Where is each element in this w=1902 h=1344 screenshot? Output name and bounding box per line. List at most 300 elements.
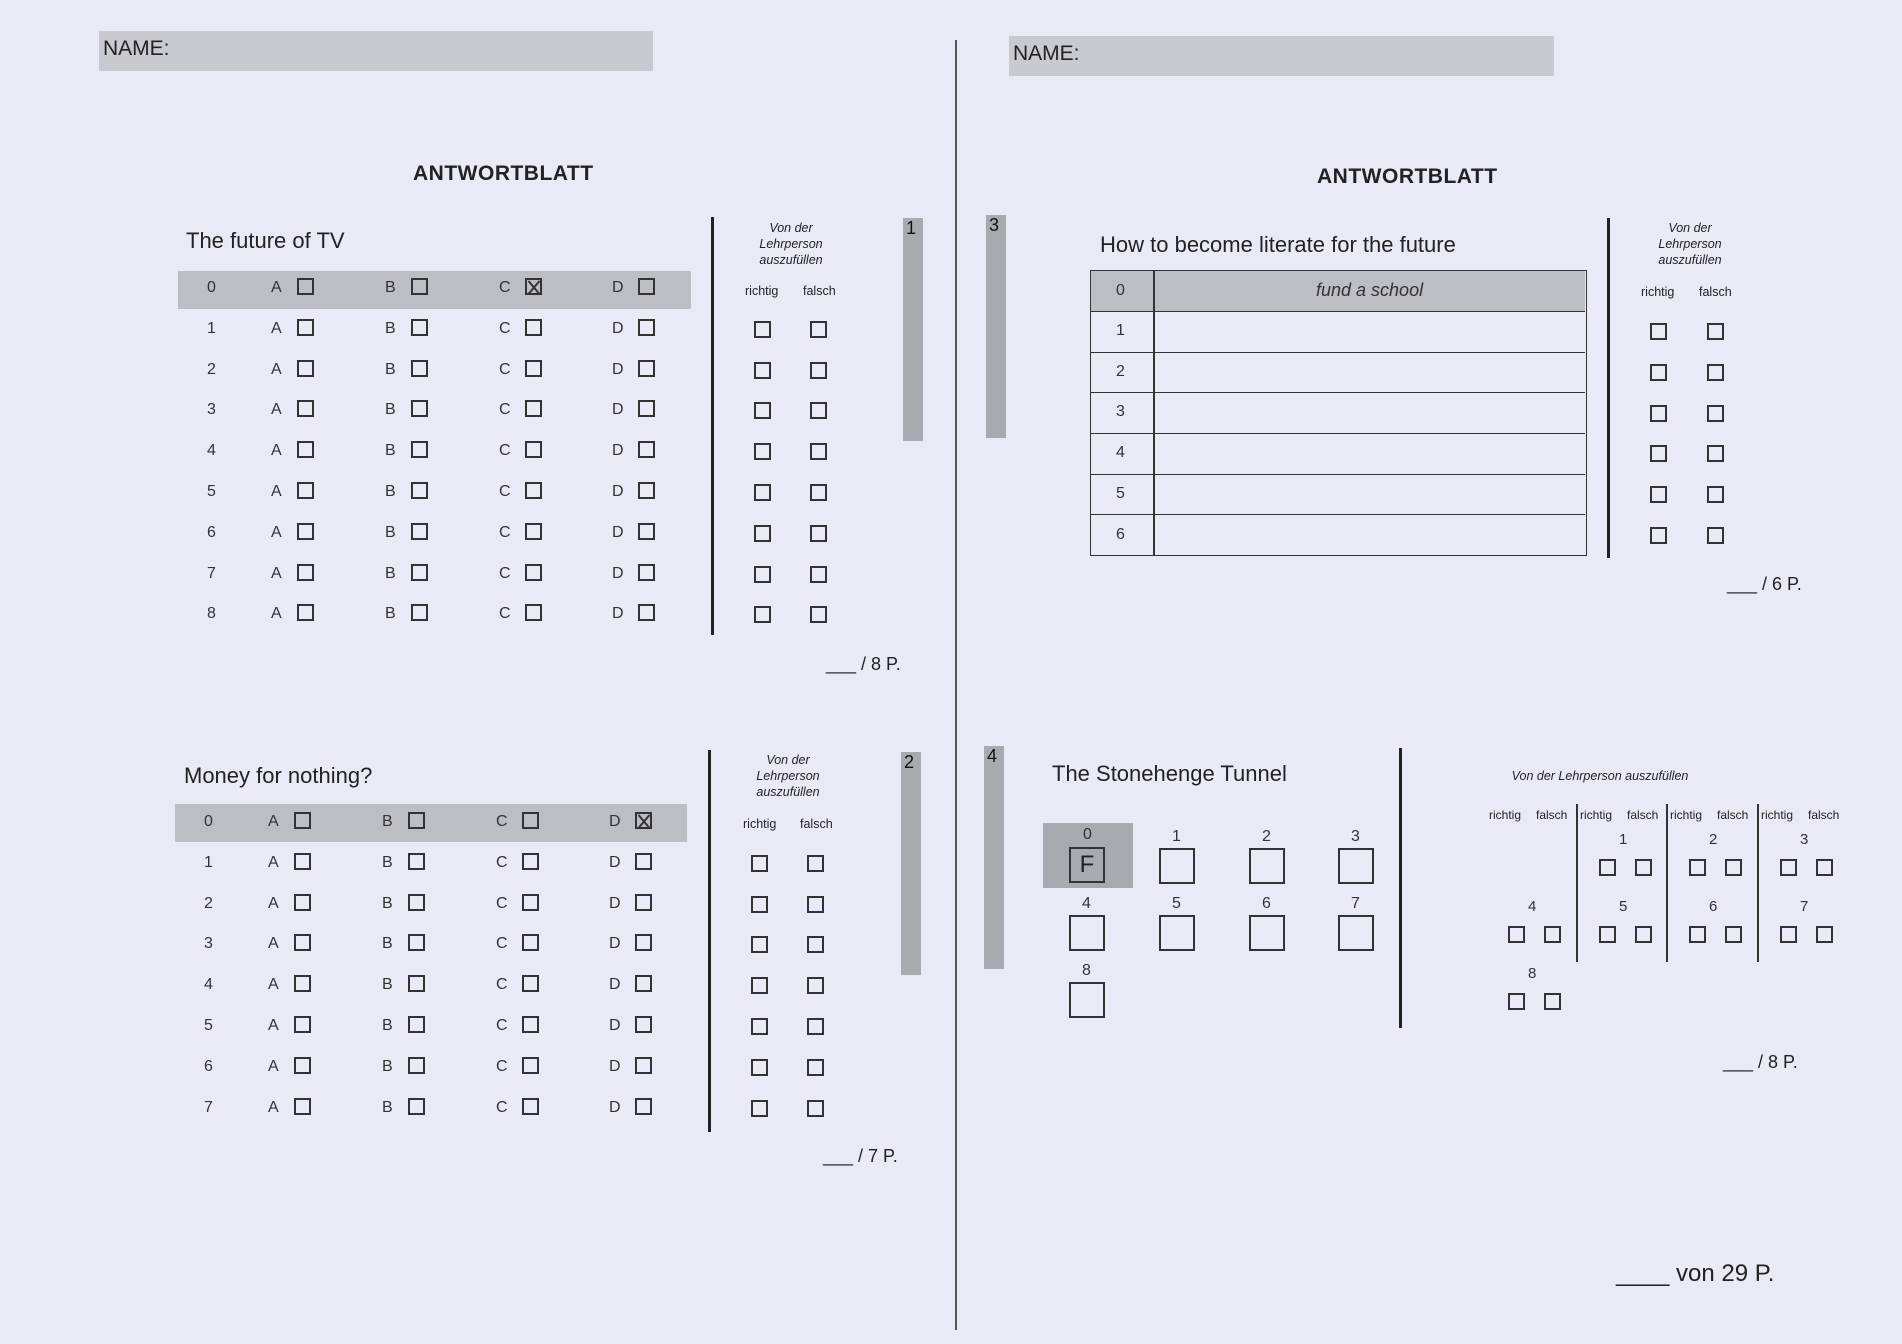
richtig-header: richtig (1670, 808, 1703, 822)
richtig-checkbox[interactable] (1508, 926, 1525, 943)
section3-answer-row[interactable] (1091, 352, 1585, 394)
option-letter: C (499, 605, 511, 623)
richtig-checkbox[interactable] (1689, 926, 1706, 943)
section3-example-answer: fund a school (1316, 280, 1424, 300)
option-letter: A (271, 483, 282, 500)
falsch-checkbox[interactable] (1707, 323, 1724, 340)
section3-example-number: 0 (1116, 282, 1125, 299)
answer-checkbox[interactable] (411, 400, 428, 417)
answer-checkbox[interactable] (525, 523, 542, 540)
option-letter: C (499, 564, 511, 582)
answer-checkbox[interactable] (411, 523, 428, 540)
falsch-checkbox[interactable] (810, 525, 827, 542)
teacher-label-line: Lehrperson (756, 769, 820, 783)
option-letter: C (499, 442, 511, 460)
falsch-checkbox[interactable] (1725, 926, 1742, 943)
falsch-checkbox[interactable] (1544, 993, 1561, 1010)
name-field-left[interactable] (99, 31, 653, 71)
option-letter: C (496, 976, 508, 994)
falsch-checkbox[interactable] (1635, 926, 1652, 943)
richtig-header: richtig (1580, 808, 1613, 822)
item-answer-box[interactable] (1249, 915, 1285, 951)
option-letter: A (271, 279, 282, 296)
row-number: 2 (207, 360, 216, 378)
richtig-checkbox[interactable] (1599, 926, 1616, 943)
item-number: 3 (1351, 828, 1360, 845)
option-letter: A (268, 853, 279, 871)
option-letter: D (609, 853, 621, 871)
option-letter: A (268, 1057, 279, 1075)
example-checkbox (525, 278, 542, 295)
name-label: NAME: (103, 37, 170, 60)
falsch-checkbox[interactable] (807, 855, 824, 872)
richtig-header: richtig (745, 284, 779, 298)
falsch-checkbox[interactable] (807, 896, 824, 913)
answer-checkbox[interactable] (411, 441, 428, 458)
richtig-checkbox[interactable] (1780, 859, 1797, 876)
richtig-checkbox[interactable] (751, 1100, 768, 1117)
option-letter: B (385, 360, 396, 378)
option-letter: D (609, 976, 621, 994)
answer-checkbox[interactable] (294, 1016, 311, 1033)
option-letter: D (612, 279, 624, 296)
falsch-header: falsch (800, 817, 833, 831)
answer-checkbox[interactable] (522, 1098, 539, 1115)
option-letter: D (612, 319, 624, 337)
option-letter: B (382, 853, 393, 871)
answer-checkbox[interactable] (297, 319, 314, 336)
richtig-checkbox[interactable] (754, 402, 771, 419)
section4-score: ___ / 8 P. (1723, 1052, 1798, 1072)
answer-checkbox[interactable] (411, 604, 428, 621)
answer-checkbox[interactable] (522, 1057, 539, 1074)
richtig-checkbox[interactable] (754, 321, 771, 338)
answer-checkbox[interactable] (638, 604, 655, 621)
option-letter: D (609, 1098, 621, 1116)
section4-example-number: 0 (1083, 826, 1092, 843)
row-number: 3 (204, 935, 213, 953)
falsch-checkbox[interactable] (1544, 926, 1561, 943)
option-letter: B (385, 605, 396, 623)
section3-title: How to become literate for the future (1100, 232, 1456, 257)
richtig-header: richtig (1761, 808, 1794, 822)
answer-checkbox[interactable] (525, 441, 542, 458)
option-letter: A (268, 1017, 279, 1034)
option-letter: A (271, 442, 282, 460)
item-answer-box[interactable] (1338, 915, 1374, 951)
falsch-checkbox[interactable] (810, 402, 827, 419)
option-letter: B (385, 442, 396, 460)
falsch-checkbox[interactable] (1816, 926, 1833, 943)
richtig-checkbox[interactable] (1650, 445, 1667, 462)
answer-checkbox[interactable] (525, 482, 542, 499)
option-letter: C (496, 1098, 508, 1116)
section1-divider (711, 217, 714, 635)
answer-checkbox[interactable] (635, 1098, 652, 1115)
richtig-checkbox[interactable] (1689, 859, 1706, 876)
row-number: 5 (207, 483, 216, 500)
option-letter: C (496, 853, 508, 871)
row-number: 4 (204, 976, 213, 994)
option-letter: D (609, 935, 621, 953)
falsch-checkbox[interactable] (810, 606, 827, 623)
teacher-label-line: auszufüllen (759, 253, 823, 267)
grading-item-number: 2 (1709, 831, 1718, 848)
answer-checkbox[interactable] (525, 319, 542, 336)
falsch-checkbox[interactable] (1707, 445, 1724, 462)
richtig-checkbox[interactable] (1508, 993, 1525, 1010)
falsch-header: falsch (803, 284, 836, 298)
teacher-label-line: auszufüllen (756, 785, 820, 799)
answer-checkbox[interactable] (408, 975, 425, 992)
row-number: 0 (204, 813, 213, 830)
option-letter: B (382, 894, 393, 912)
example-checkbox (522, 812, 539, 829)
richtig-header: richtig (743, 817, 777, 831)
option-letter: C (496, 1017, 508, 1034)
richtig-checkbox[interactable] (1780, 926, 1797, 943)
option-letter: C (496, 813, 508, 830)
option-letter: C (499, 401, 511, 419)
answer-checkbox[interactable] (522, 975, 539, 992)
falsch-checkbox[interactable] (810, 321, 827, 338)
teacher-label-line: Lehrperson (759, 237, 823, 251)
answer-checkbox[interactable] (297, 441, 314, 458)
richtig-checkbox[interactable] (751, 936, 768, 953)
falsch-checkbox[interactable] (1635, 859, 1652, 876)
teacher-label-line: Von der (1668, 221, 1712, 235)
option-letter: B (382, 1098, 393, 1116)
richtig-checkbox[interactable] (1650, 323, 1667, 340)
richtig-checkbox[interactable] (754, 484, 771, 501)
answer-checkbox[interactable] (294, 975, 311, 992)
row-number: 3 (207, 401, 216, 419)
section3-answer-row[interactable] (1091, 392, 1585, 434)
example-checkbox (408, 812, 425, 829)
item-answer-box[interactable] (1249, 848, 1285, 884)
answer-checkbox[interactable] (522, 894, 539, 911)
answer-checkbox[interactable] (638, 523, 655, 540)
richtig-checkbox[interactable] (754, 443, 771, 460)
answer-checkbox[interactable] (411, 482, 428, 499)
answer-checkbox[interactable] (294, 853, 311, 870)
teacher-label-line: Lehrperson (1658, 237, 1722, 251)
falsch-checkbox[interactable] (807, 936, 824, 953)
answer-checkbox[interactable] (411, 319, 428, 336)
item-answer-box[interactable] (1338, 848, 1374, 884)
answer-checkbox[interactable] (408, 1016, 425, 1033)
row-number: 6 (204, 1057, 213, 1075)
section1-title: The future of TV (186, 228, 345, 253)
answer-checkbox[interactable] (635, 853, 652, 870)
row-number: 6 (1116, 525, 1125, 543)
answer-checkbox[interactable] (297, 482, 314, 499)
item-answer-box[interactable] (1159, 915, 1195, 951)
section3-tab (986, 215, 1006, 438)
falsch-checkbox[interactable] (810, 443, 827, 460)
answer-checkbox[interactable] (638, 360, 655, 377)
answer-checkbox[interactable] (525, 564, 542, 581)
section3-teacher-label (1640, 220, 1740, 268)
answer-checkbox[interactable] (408, 1057, 425, 1074)
grading-column-divider (1757, 804, 1759, 962)
richtig-checkbox[interactable] (1650, 405, 1667, 422)
section1-score: ___ / 8 P. (826, 654, 901, 674)
option-letter: A (268, 894, 279, 912)
example-checkbox (638, 278, 655, 295)
option-letter: D (612, 442, 624, 460)
row-number: 8 (207, 605, 216, 623)
row-number: 6 (207, 523, 216, 541)
richtig-checkbox[interactable] (751, 1018, 768, 1035)
option-letter: A (268, 813, 279, 830)
answer-checkbox[interactable] (294, 1057, 311, 1074)
row-number: 1 (207, 319, 216, 337)
answer-checkbox[interactable] (294, 934, 311, 951)
section4-title: The Stonehenge Tunnel (1052, 761, 1287, 786)
section4-teacher-label: Von der Lehrperson auszufüllen (1511, 769, 1689, 783)
falsch-checkbox[interactable] (810, 484, 827, 501)
answer-checkbox[interactable] (411, 564, 428, 581)
option-letter: D (609, 1017, 621, 1034)
option-letter: D (612, 605, 624, 623)
answer-checkbox[interactable] (294, 1098, 311, 1115)
richtig-checkbox[interactable] (751, 977, 768, 994)
example-checkbox (294, 812, 311, 829)
option-letter: B (382, 976, 393, 994)
option-letter: D (609, 1057, 621, 1075)
answer-checkbox[interactable] (635, 975, 652, 992)
option-letter: C (496, 1057, 508, 1075)
section1-tab (903, 218, 923, 441)
falsch-checkbox[interactable] (810, 362, 827, 379)
grading-item-number: 5 (1619, 898, 1628, 915)
answer-checkbox[interactable] (638, 564, 655, 581)
item-number: 2 (1262, 828, 1271, 845)
item-number: 1 (1172, 828, 1181, 845)
option-letter: D (612, 523, 624, 541)
section3-answer-row[interactable] (1091, 433, 1585, 475)
answer-checkbox[interactable] (522, 1016, 539, 1033)
option-letter: A (268, 976, 279, 994)
option-letter: C (499, 483, 511, 500)
section2-divider (708, 750, 711, 1132)
item-number: 5 (1172, 895, 1181, 912)
option-letter: A (271, 319, 282, 337)
option-letter: D (612, 401, 624, 419)
answer-checkbox[interactable] (525, 360, 542, 377)
falsch-header: falsch (1699, 285, 1732, 299)
item-number: 6 (1262, 895, 1271, 912)
section2-teacher-label (738, 752, 838, 800)
answer-checkbox[interactable] (408, 894, 425, 911)
row-number: 7 (204, 1098, 213, 1116)
grading-item-number: 4 (1528, 898, 1537, 915)
grading-item-number: 1 (1619, 831, 1628, 848)
option-letter: D (612, 360, 624, 378)
teacher-label-line: Von der (769, 221, 813, 235)
falsch-checkbox[interactable] (1725, 859, 1742, 876)
option-letter: A (271, 523, 282, 541)
teacher-label-line: Von der (766, 753, 810, 767)
answer-checkbox[interactable] (522, 853, 539, 870)
option-letter: C (496, 935, 508, 953)
example-checkbox (411, 278, 428, 295)
option-letter: A (268, 1098, 279, 1116)
option-letter: B (385, 279, 396, 296)
option-letter: C (499, 360, 511, 378)
answer-checkbox[interactable] (297, 360, 314, 377)
option-letter: A (268, 935, 279, 953)
row-number: 3 (1116, 403, 1125, 421)
section4-example-answer: F (1079, 851, 1095, 878)
grading-item-number: 8 (1528, 965, 1537, 982)
answer-checkbox[interactable] (638, 482, 655, 499)
option-letter: B (385, 319, 396, 337)
row-number: 4 (207, 442, 216, 460)
answer-checkbox[interactable] (635, 1016, 652, 1033)
option-letter: A (271, 564, 282, 582)
name-field-right[interactable] (1009, 36, 1554, 76)
sheet-title-right: ANTWORTBLATT (1317, 165, 1498, 188)
richtig-checkbox[interactable] (1650, 364, 1667, 381)
answer-checkbox[interactable] (635, 1057, 652, 1074)
section1-number: 1 (906, 218, 917, 238)
falsch-checkbox[interactable] (807, 1059, 824, 1076)
option-letter: B (382, 935, 393, 953)
grading-item-number: 6 (1709, 898, 1718, 915)
option-letter: B (382, 1057, 393, 1075)
row-number: 2 (204, 894, 213, 912)
answer-checkbox[interactable] (297, 523, 314, 540)
item-number: 7 (1351, 895, 1360, 912)
row-number: 5 (1116, 484, 1125, 502)
name-label: NAME: (1013, 42, 1080, 65)
richtig-checkbox[interactable] (754, 566, 771, 583)
item-number: 4 (1082, 895, 1091, 912)
option-letter: B (385, 401, 396, 419)
answer-checkbox[interactable] (522, 934, 539, 951)
richtig-checkbox[interactable] (754, 606, 771, 623)
option-letter: D (609, 813, 621, 830)
answer-checkbox[interactable] (294, 894, 311, 911)
item-answer-box[interactable] (1069, 982, 1105, 1018)
teacher-label-line: auszufüllen (1658, 253, 1722, 267)
falsch-checkbox[interactable] (807, 1018, 824, 1035)
answer-checkbox[interactable] (297, 564, 314, 581)
section3-answer-row[interactable] (1091, 515, 1585, 556)
answer-checkbox[interactable] (635, 894, 652, 911)
falsch-header: falsch (1627, 808, 1659, 822)
falsch-header: falsch (1808, 808, 1840, 822)
total-score: ____ von 29 P. (1616, 1260, 1775, 1287)
section3-answer-row[interactable] (1091, 474, 1585, 516)
item-answer-box[interactable] (1159, 848, 1195, 884)
row-number: 4 (1116, 444, 1125, 462)
richtig-checkbox[interactable] (751, 1059, 768, 1076)
grading-column-divider (1666, 804, 1668, 962)
grading-item-number: 3 (1800, 831, 1809, 848)
answer-checkbox[interactable] (411, 360, 428, 377)
richtig-checkbox[interactable] (751, 855, 768, 872)
richtig-checkbox[interactable] (1650, 527, 1667, 544)
option-letter: D (612, 483, 624, 500)
option-letter: D (609, 894, 621, 912)
falsch-checkbox[interactable] (807, 977, 824, 994)
section3-number: 3 (989, 215, 1000, 235)
falsch-header: falsch (1717, 808, 1749, 822)
falsch-checkbox[interactable] (810, 566, 827, 583)
option-letter: B (385, 483, 396, 500)
richtig-checkbox[interactable] (754, 525, 771, 542)
falsch-checkbox[interactable] (807, 1100, 824, 1117)
answer-checkbox[interactable] (408, 934, 425, 951)
option-letter: D (612, 564, 624, 582)
option-letter: C (499, 279, 511, 296)
richtig-checkbox[interactable] (1599, 859, 1616, 876)
answer-checkbox[interactable] (297, 400, 314, 417)
answer-checkbox[interactable] (408, 853, 425, 870)
richtig-checkbox[interactable] (751, 896, 768, 913)
sheet-title-left: ANTWORTBLATT (413, 162, 594, 185)
falsch-checkbox[interactable] (1816, 859, 1833, 876)
richtig-checkbox[interactable] (1650, 486, 1667, 503)
option-letter: A (271, 360, 282, 378)
item-answer-box[interactable] (1069, 915, 1105, 951)
grading-item-number: 7 (1800, 898, 1809, 915)
section3-divider (1607, 218, 1610, 558)
section4-tab (984, 746, 1004, 969)
option-letter: A (271, 605, 282, 623)
section3-answer-row[interactable] (1091, 311, 1585, 353)
row-number: 7 (207, 564, 216, 582)
answer-checkbox[interactable] (408, 1098, 425, 1115)
option-letter: B (382, 1017, 393, 1034)
section2-title: Money for nothing? (184, 763, 373, 788)
row-number: 1 (204, 853, 213, 871)
answer-checkbox[interactable] (638, 441, 655, 458)
answer-checkbox[interactable] (297, 604, 314, 621)
answer-checkbox[interactable] (638, 400, 655, 417)
option-letter: C (499, 319, 511, 337)
row-number: 1 (1116, 322, 1125, 339)
page-divider (955, 40, 957, 1330)
falsch-checkbox[interactable] (1707, 527, 1724, 544)
section4-example-box (1069, 847, 1105, 883)
answer-checkbox[interactable] (635, 934, 652, 951)
section2-number: 2 (904, 752, 915, 772)
falsch-checkbox[interactable] (1707, 364, 1724, 381)
option-letter: B (385, 523, 396, 541)
answer-checkbox[interactable] (525, 604, 542, 621)
example-checkbox (297, 278, 314, 295)
section2-score: ___ / 7 P. (823, 1146, 898, 1166)
option-letter: A (271, 401, 282, 419)
section3-score: ___ / 6 P. (1727, 574, 1802, 594)
richtig-checkbox[interactable] (754, 362, 771, 379)
row-number: 5 (204, 1017, 213, 1034)
falsch-checkbox[interactable] (1707, 405, 1724, 422)
answer-checkbox[interactable] (638, 319, 655, 336)
item-number: 8 (1082, 962, 1091, 979)
answer-checkbox[interactable] (525, 400, 542, 417)
falsch-checkbox[interactable] (1707, 486, 1724, 503)
example-checkbox (635, 812, 652, 829)
row-number: 2 (1116, 362, 1125, 380)
section1-teacher-label (741, 220, 841, 268)
section4-number: 4 (987, 746, 998, 766)
section4-divider (1399, 748, 1402, 1028)
